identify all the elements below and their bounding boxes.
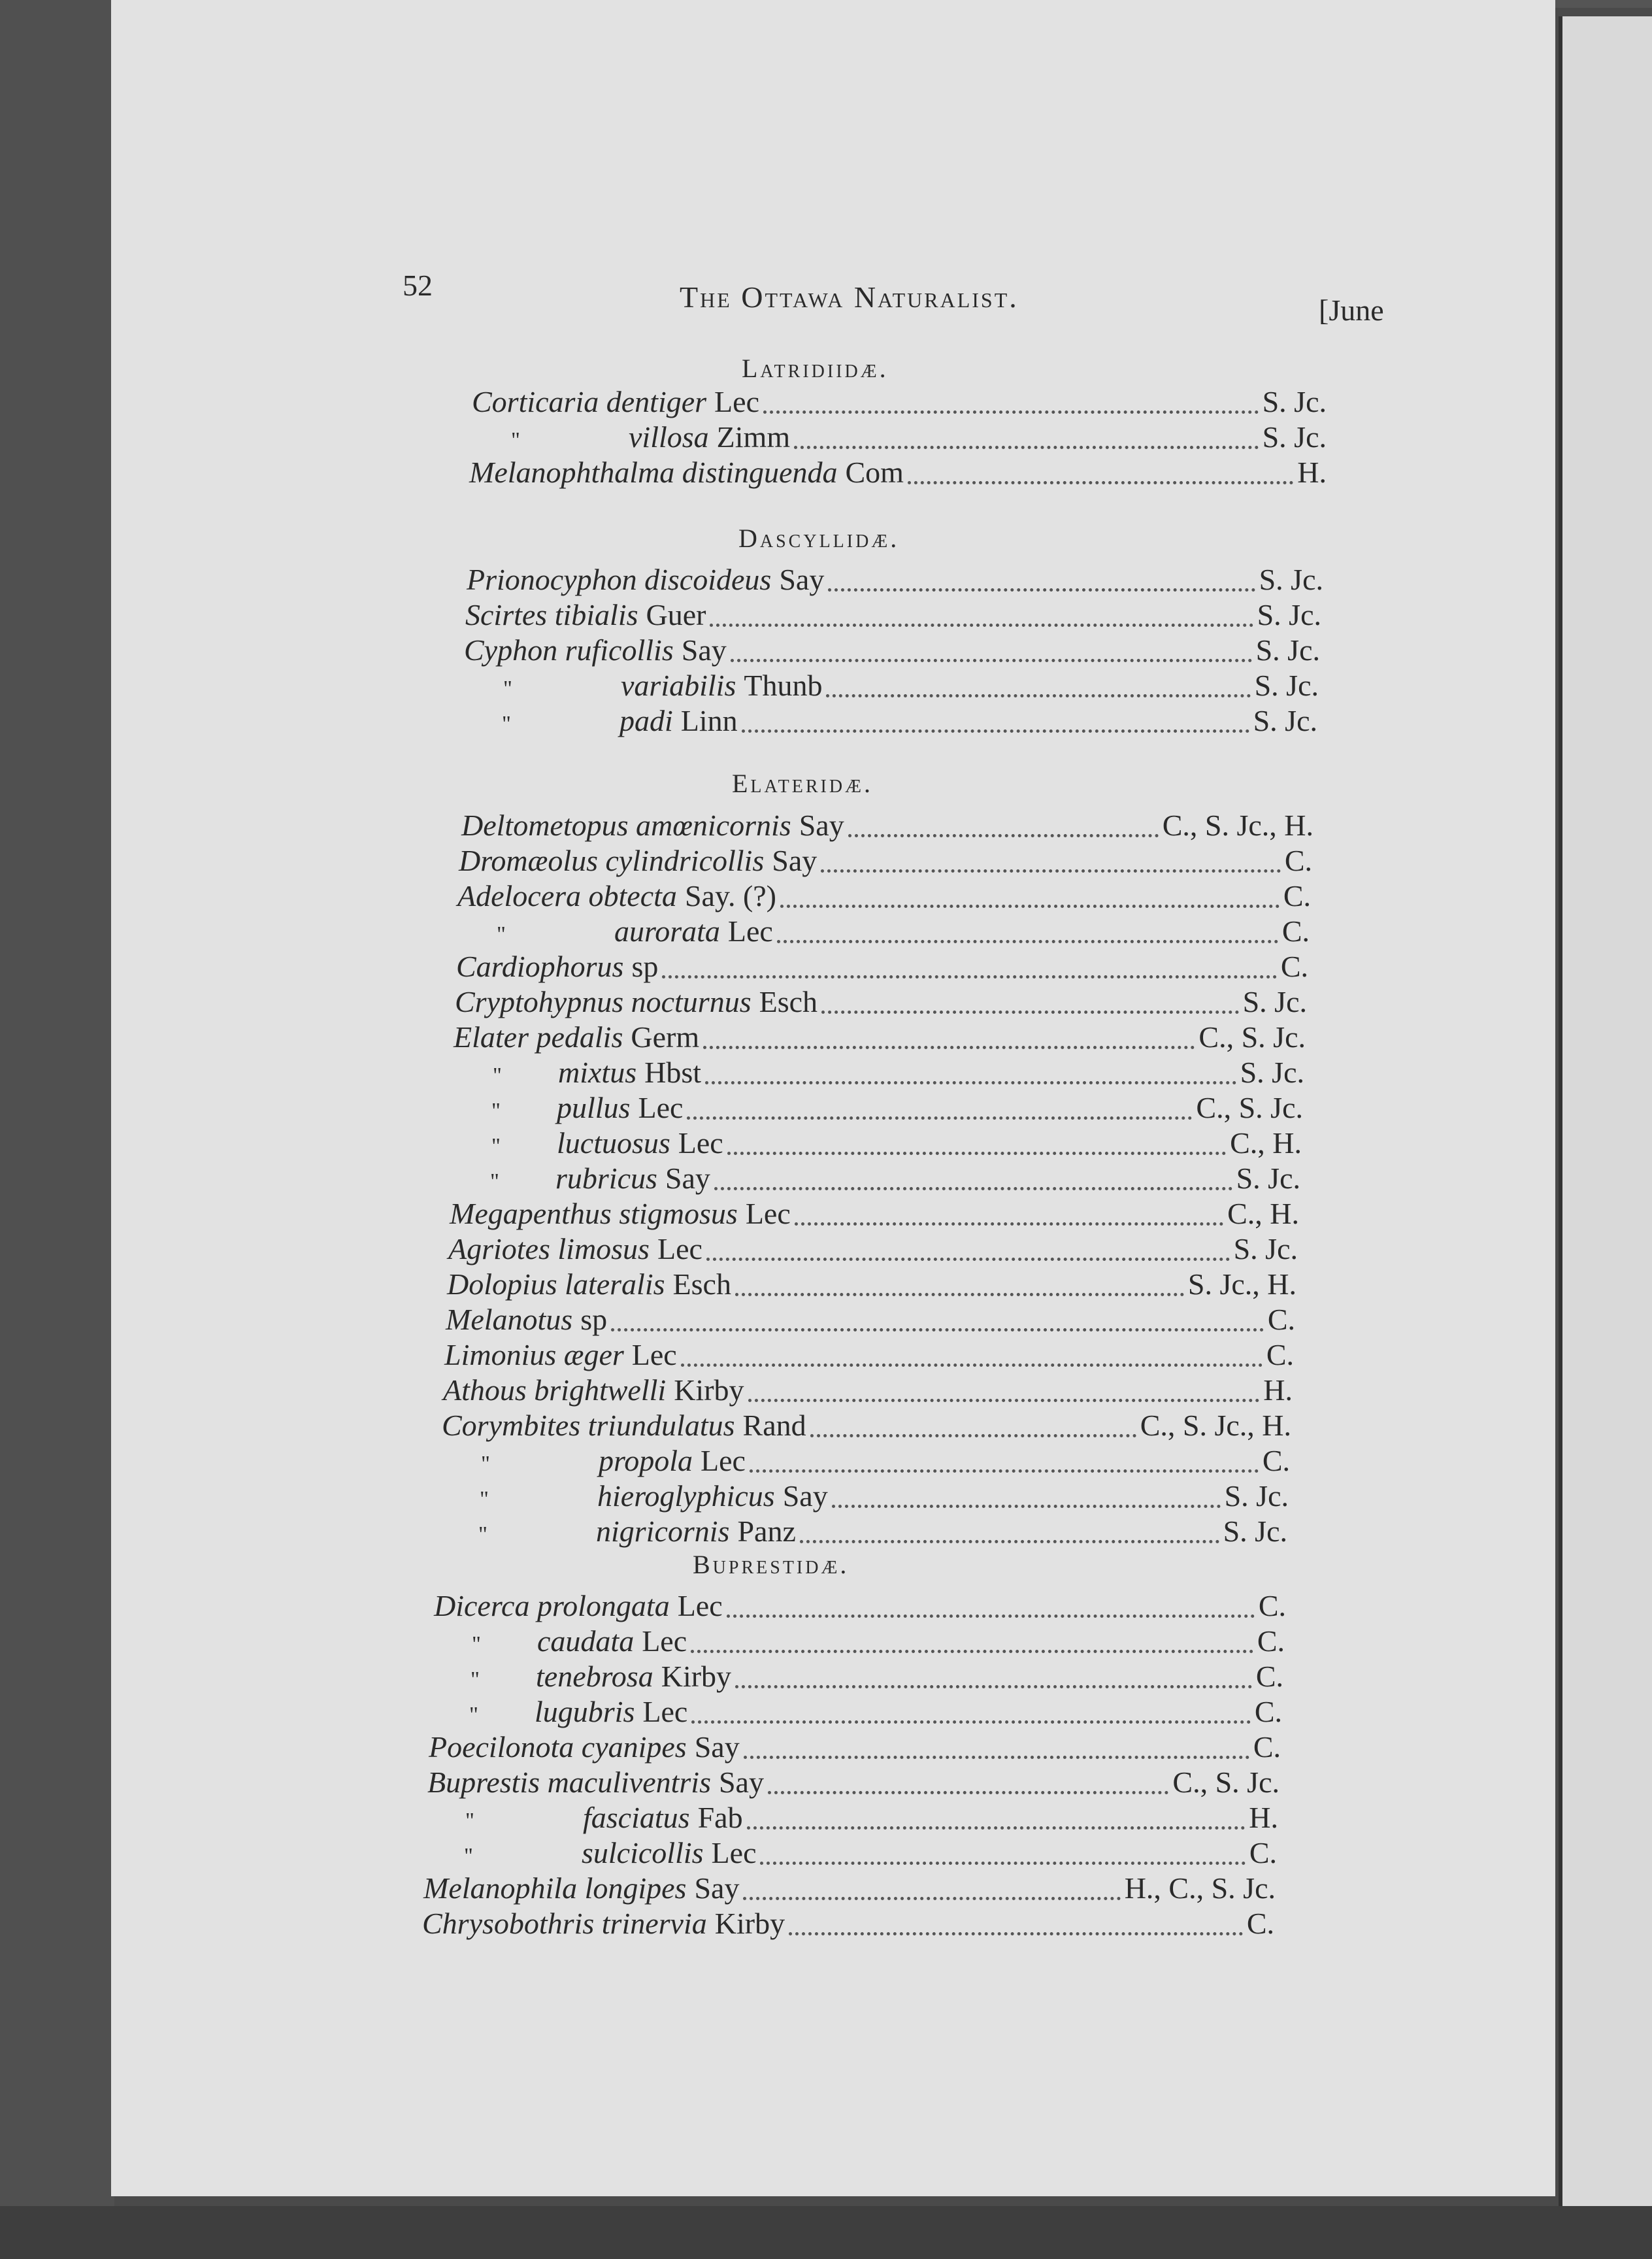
species-author: Fab	[697, 1801, 743, 1834]
species-name: aurorata	[614, 914, 720, 948]
species-author: Linn	[680, 704, 738, 737]
dot-leader	[828, 583, 1255, 592]
locality-code: C.	[1255, 1660, 1283, 1693]
species-name: padi	[620, 704, 673, 737]
locality-code: H., C., S. Jc.	[1124, 1871, 1276, 1905]
species-author: Lec	[631, 1338, 677, 1371]
species-entry	[464, 668, 1319, 703]
ditto-mark: "	[478, 1522, 487, 1547]
section-heading: Latridiidæ.	[742, 354, 889, 383]
species-entry	[429, 1730, 1281, 1765]
species-name: Athous brightwelli	[443, 1373, 667, 1407]
locality-code: C.	[1246, 1907, 1274, 1940]
species-author: Say	[799, 809, 844, 842]
species-name: lugubris	[535, 1695, 635, 1728]
species-entry	[422, 1906, 1274, 1941]
scan-bottom-border	[0, 2206, 1652, 2259]
species-author: Kirby	[661, 1660, 732, 1693]
dot-leader	[731, 654, 1252, 662]
species-entry	[423, 1871, 1276, 1906]
species-name: rubricus	[555, 1162, 657, 1195]
locality-code: C., H.	[1230, 1126, 1302, 1160]
species-author: Esch	[759, 985, 818, 1018]
species-name: Melanotus	[446, 1303, 573, 1336]
ditto-mark: "	[491, 1099, 501, 1123]
species-entry	[442, 1408, 1291, 1443]
dot-leader	[768, 1786, 1168, 1794]
species-entry	[465, 597, 1321, 633]
species-entry	[463, 703, 1317, 739]
species-name: Dicerca prolongata	[434, 1589, 670, 1622]
species-entry	[457, 914, 1310, 949]
species-name: Cyphon ruficollis	[464, 633, 674, 667]
dot-leader	[800, 1535, 1219, 1543]
species-name: mixtus	[558, 1056, 637, 1089]
dot-leader	[691, 1645, 1253, 1653]
locality-code: S. Jc.	[1262, 385, 1327, 418]
species-author: Kirby	[674, 1373, 744, 1407]
species-name: Buprestis maculiventris	[427, 1765, 711, 1799]
ditto-mark: "	[469, 1703, 478, 1727]
species-entry	[448, 1231, 1298, 1267]
ditto-mark: "	[491, 1134, 501, 1158]
species-name: variabilis	[621, 669, 736, 702]
ditto-mark: "	[472, 1632, 481, 1656]
ditto-mark: "	[480, 1487, 489, 1511]
locality-code: S. Jc.	[1236, 1162, 1300, 1195]
species-author: Rand	[742, 1409, 806, 1442]
locality-code: S. Jc.	[1254, 669, 1319, 702]
species-author: Lec	[677, 1589, 723, 1622]
species-entry	[454, 1020, 1306, 1055]
species-entry	[446, 1302, 1295, 1337]
species-name: tenebrosa	[536, 1660, 653, 1693]
locality-code: C., H.	[1227, 1197, 1299, 1230]
species-author: Lec	[638, 1091, 684, 1124]
issue-month: [June	[1319, 293, 1384, 327]
species-author: Esch	[672, 1267, 731, 1301]
species-author: Say	[694, 1730, 740, 1764]
locality-code: C.	[1257, 1624, 1285, 1658]
locality-code: C.	[1249, 1836, 1277, 1869]
species-entry	[455, 984, 1307, 1020]
species-entry	[452, 1090, 1303, 1126]
locality-code: S. Jc.	[1223, 1514, 1287, 1548]
species-entry	[451, 1161, 1300, 1196]
species-name: Dromæolus cylindricollis	[459, 844, 765, 877]
dot-leader	[735, 1680, 1252, 1688]
locality-code: C.	[1254, 1695, 1282, 1728]
ditto-mark: "	[465, 1809, 474, 1833]
locality-code: S. Jc.	[1255, 633, 1320, 667]
locality-code: C.	[1258, 1589, 1286, 1622]
dot-leader	[710, 618, 1253, 627]
locality-code: S. Jc.	[1240, 1056, 1304, 1089]
species-name: Melanophila longipes	[423, 1871, 687, 1905]
species-author: Lec	[714, 385, 759, 418]
species-author: sp	[580, 1303, 608, 1336]
dot-leader	[777, 935, 1278, 943]
dot-leader	[681, 1358, 1263, 1367]
dot-leader	[794, 441, 1258, 449]
species-author: Say	[782, 1479, 828, 1513]
species-name: Cardiophorus	[456, 950, 624, 983]
species-author: Say	[779, 563, 825, 596]
ditto-mark: "	[481, 1452, 490, 1476]
species-entry	[439, 1514, 1287, 1549]
species-name: Corymbites triundulatus	[442, 1409, 735, 1442]
locality-code: S. Jc.	[1253, 704, 1317, 737]
species-entry	[430, 1694, 1282, 1730]
dot-leader	[705, 1076, 1236, 1084]
species-author: Say	[718, 1765, 764, 1799]
species-name: sulcicollis	[582, 1836, 704, 1869]
dot-leader	[703, 1041, 1195, 1049]
ditto-mark: "	[511, 428, 520, 452]
ditto-mark: "	[493, 1063, 502, 1088]
locality-code: C.	[1267, 1303, 1295, 1336]
species-author: Say	[772, 844, 818, 877]
species-name: Megapenthus stigmosus	[450, 1197, 738, 1230]
species-entry	[459, 843, 1312, 878]
dot-leader	[706, 1252, 1230, 1261]
species-entry	[469, 455, 1327, 490]
species-name: Prionocyphon discoideus	[467, 563, 772, 596]
locality-code: C.	[1262, 1444, 1290, 1477]
species-entry	[450, 1196, 1299, 1231]
locality-code: S. Jc.	[1233, 1232, 1298, 1265]
dot-leader	[743, 1892, 1120, 1900]
dot-leader	[748, 1394, 1260, 1402]
species-author: Lec	[700, 1444, 746, 1477]
dot-leader	[848, 829, 1159, 837]
dot-leader	[727, 1146, 1226, 1155]
species-author: Panz	[737, 1514, 796, 1548]
dot-leader	[821, 1005, 1239, 1014]
species-name: nigricornis	[596, 1514, 730, 1548]
species-entry	[456, 949, 1308, 984]
ditto-mark: "	[502, 712, 511, 736]
section-heading: Elateridæ.	[732, 769, 873, 798]
locality-code: C.	[1283, 879, 1311, 912]
ditto-mark: "	[497, 922, 506, 946]
species-author: Say	[665, 1162, 710, 1195]
dot-leader	[789, 1927, 1243, 1935]
species-author: sp	[631, 950, 659, 983]
species-name: pullus	[557, 1091, 631, 1124]
scan-left-border	[0, 0, 114, 2259]
species-author: Lec	[642, 1624, 687, 1658]
locality-code: C., S. Jc.	[1198, 1020, 1306, 1054]
species-name: Dolopius lateralis	[447, 1267, 665, 1301]
section-heading: Buprestidæ.	[693, 1550, 850, 1579]
species-author: Zimm	[716, 420, 791, 454]
dot-leader	[691, 1715, 1251, 1724]
dot-leader	[611, 1323, 1264, 1331]
species-name: Corticaria dentiger	[472, 385, 707, 418]
species-name: luctuosus	[557, 1126, 670, 1160]
locality-code: C.	[1281, 914, 1310, 948]
section-heading: Dascyllidæ.	[738, 524, 900, 553]
species-name: fasciatus	[583, 1801, 690, 1834]
locality-code: C.	[1280, 950, 1308, 983]
locality-code: S. Jc.	[1259, 563, 1323, 596]
dot-leader	[795, 1217, 1223, 1226]
species-name: Cryptohypnus nocturnus	[455, 985, 752, 1018]
species-entry	[447, 1267, 1297, 1302]
dot-leader	[908, 476, 1293, 484]
dot-leader	[810, 1429, 1136, 1437]
species-author: Lec	[642, 1695, 688, 1728]
species-author: Hbst	[644, 1056, 702, 1089]
dot-leader	[714, 1182, 1232, 1190]
species-entry	[442, 1443, 1290, 1479]
dot-leader	[750, 1464, 1259, 1473]
species-entry	[427, 1765, 1280, 1800]
dot-leader	[735, 1288, 1184, 1296]
species-author: Thunb	[744, 669, 823, 702]
species-entry	[434, 1588, 1286, 1624]
species-name: Agriotes limosus	[448, 1232, 650, 1265]
species-name: villosa	[629, 420, 709, 454]
locality-code: C., S. Jc., H.	[1140, 1409, 1291, 1442]
species-entry	[454, 1055, 1304, 1090]
species-author: Say. (?)	[684, 879, 777, 912]
ditto-mark: "	[471, 1667, 480, 1692]
species-author: Kirby	[714, 1907, 785, 1940]
species-entry	[431, 1659, 1283, 1694]
locality-code: C.	[1253, 1730, 1281, 1764]
dot-leader	[821, 864, 1281, 873]
species-author: Lec	[711, 1836, 757, 1869]
locality-code: H.	[1297, 456, 1327, 489]
facing-page-edge	[1559, 16, 1652, 2213]
species-entry	[472, 420, 1327, 455]
species-author: Say	[694, 1871, 740, 1905]
locality-code: S. Jc., H.	[1187, 1267, 1297, 1301]
locality-code: C., S. Jc.	[1172, 1765, 1280, 1799]
species-entry	[461, 808, 1313, 843]
species-entry	[457, 878, 1311, 914]
species-entry	[426, 1800, 1278, 1835]
species-author: Lec	[657, 1232, 702, 1265]
species-name: Scirtes tibialis	[465, 598, 638, 631]
species-name: Deltometopus amœnicornis	[461, 809, 791, 842]
dot-leader	[687, 1111, 1192, 1120]
locality-code: H.	[1249, 1801, 1278, 1834]
running-title: The Ottawa Naturalist.	[680, 280, 1019, 314]
locality-code: S. Jc.	[1262, 420, 1327, 454]
species-name: Melanophthalma distinguenda	[469, 456, 838, 489]
locality-code: C.	[1266, 1338, 1294, 1371]
dot-leader	[747, 1821, 1246, 1830]
dot-leader	[662, 970, 1276, 979]
species-name: Elater pedalis	[454, 1020, 623, 1054]
dot-leader	[832, 1499, 1221, 1508]
species-author: Say	[681, 633, 727, 667]
dot-leader	[780, 899, 1280, 908]
ditto-mark: "	[464, 1844, 473, 1868]
species-author: Com	[845, 456, 904, 489]
species-entry	[452, 1126, 1302, 1161]
species-entry	[425, 1835, 1277, 1871]
locality-code: H.	[1263, 1373, 1293, 1407]
species-name: Chrysobothris trinervia	[422, 1907, 707, 1940]
species-entry	[467, 562, 1323, 597]
species-author: Guer	[646, 598, 706, 631]
species-entry	[472, 384, 1327, 420]
species-entry	[433, 1624, 1285, 1659]
dot-leader	[742, 724, 1249, 733]
species-name: caudata	[537, 1624, 635, 1658]
species-author: Germ	[631, 1020, 700, 1054]
species-entry	[443, 1373, 1293, 1408]
locality-code: S. Jc.	[1242, 985, 1307, 1018]
dot-leader	[760, 1856, 1245, 1865]
dot-leader	[763, 405, 1259, 414]
dot-leader	[727, 1609, 1255, 1618]
ditto-mark: "	[503, 677, 512, 701]
locality-code: C., S. Jc.	[1196, 1091, 1303, 1124]
dot-leader	[826, 689, 1250, 697]
species-entry	[464, 633, 1320, 668]
species-author: Lec	[678, 1126, 723, 1160]
species-author: Lec	[727, 914, 773, 948]
locality-code: C.	[1284, 844, 1312, 877]
species-name: hieroglyphicus	[597, 1479, 775, 1513]
species-entry	[444, 1337, 1294, 1373]
species-name: Limonius æger	[444, 1338, 624, 1371]
species-author: Lec	[745, 1197, 791, 1230]
page-number: 52	[403, 269, 433, 302]
species-name: Poecilonota cyanipes	[429, 1730, 687, 1764]
locality-code: C., S. Jc., H.	[1162, 809, 1313, 842]
dot-leader	[744, 1750, 1249, 1759]
locality-code: S. Jc.	[1224, 1479, 1289, 1513]
locality-code: S. Jc.	[1257, 598, 1321, 631]
species-name: propola	[599, 1444, 693, 1477]
ditto-mark: "	[490, 1169, 499, 1194]
species-name: Adelocera obtecta	[457, 879, 677, 912]
species-entry	[440, 1479, 1289, 1514]
